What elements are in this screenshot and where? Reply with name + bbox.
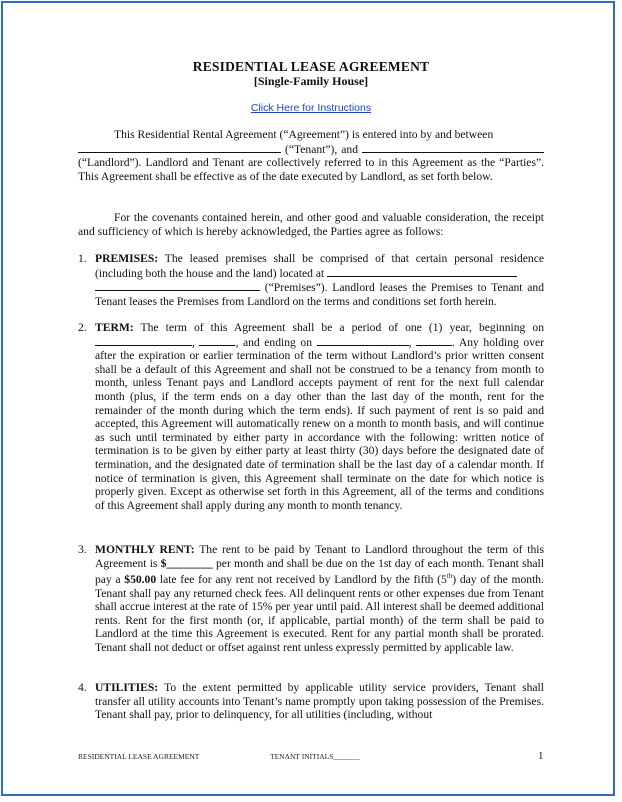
intro-text-c: (“Landlord”). Landlord and Tenant are collectively referred to in this Agreement as the “Parties”. This Agreement shall be effective as of the date executed by Landlord, as set forth below. <box>78 156 544 183</box>
section-text: To the extent permitted by applicable utility service providers, Tenant shall transfer all utility accounts into Tenant’s name promptly upon taking possession of the Premises. Tenant shall pay, prior to delinquency, for all utilities (including, without <box>95 681 544 722</box>
covenants-paragraph: For the covenants contained herein, and other good and valuable consideration, the receipt and sufficiency of which is hereby acknowledged, the Parties agree as follows: <box>78 211 544 238</box>
section-premises <box>78 252 544 308</box>
start-date-field[interactable] <box>95 335 192 346</box>
section-text: The term of this Agreement shall be a period of one (1) year, beginning on <box>133 321 544 334</box>
rent-amount-field[interactable]: $________ <box>160 556 213 570</box>
section-number: 2. <box>78 321 87 334</box>
landlord-name-field[interactable] <box>362 142 544 153</box>
document-title: RESIDENTIAL LEASE AGREEMENT <box>192 59 430 74</box>
superscript: th <box>446 572 453 581</box>
premises-address-field-2[interactable] <box>95 280 260 291</box>
section-heading: PREMISES <box>95 252 155 265</box>
section-term <box>78 321 544 512</box>
section-text: The rent to be paid by Tenant to Landlord throughout the term of this Agreement is <box>95 543 544 570</box>
section-heading: TERM: <box>95 321 134 334</box>
end-year-field[interactable] <box>416 335 452 346</box>
section-text: per month and shall be due on the 1st day of each month. Tenant shall pay a <box>95 556 544 587</box>
section-text: The leased premises shall be comprised of that certain personal residence (including both the house and the land) located at <box>95 252 544 280</box>
end-date-field[interactable] <box>317 335 409 346</box>
document-subtitle: [Single-Family House] <box>253 74 369 88</box>
footer-tenant-initials: TENANT INITIALS_______ <box>270 752 360 761</box>
section-heading: UTILITIES: <box>95 681 159 694</box>
section-monthly-rent <box>78 543 544 655</box>
section-number: 4. <box>78 681 87 694</box>
intro-text-a: This Residential Rental Agreement (“Agreement”) is entered into by and between <box>114 128 494 141</box>
section-text: late fee for any rent not received by Landlord by the fifth (5 <box>156 573 447 587</box>
section-text: (“Premises”). Landlord leases the Premises to Tenant and Tenant leases the Premises from Landlord on the terms and conditions set forth herein. <box>95 281 544 308</box>
footer-document-name: RESIDENTIAL LEASE AGREEMENT <box>78 752 200 761</box>
section-text: , and ending on <box>235 335 317 349</box>
date-separator: , <box>408 335 417 349</box>
section-heading: MONTHLY RENT: <box>95 543 195 556</box>
intro-text-b: (“Tenant”), and <box>281 142 362 156</box>
late-fee-amount: $50.00 <box>124 573 157 587</box>
start-year-field[interactable] <box>199 335 235 346</box>
section-number: 3. <box>78 543 87 556</box>
instructions-link[interactable]: Click Here for Instructions <box>250 102 372 114</box>
section-utilities <box>78 681 544 722</box>
page-number: 1 <box>538 750 544 762</box>
section-number: 1. <box>78 252 87 265</box>
section-text: . Any holding over after the expiration or earlier termination of the term without Landlord’s prior written consent shall be a default of this Agreement and shall not be construed to be a tenancy from month to month, unless Tenant pays and Landlord accepts payment of rent for the next full calendar month (plus, if the term ends on a day other than the last day of the month, rent for the remainder of the month during which the term ends). If such payment of rent is so paid and accepted, this Agreement will automatically renew on a month to month basis, and will continue as such until terminated by either party in accordance with the following: written notice of termination is to be given by either party at least thirty (30) days before the designated date of termination, and the designated date of termination shall be the last day of a calendar month. If notice of termination is given, this Agreement shall terminate on the date for which notice is properly given. Except as otherwise set forth in this Agreement, all of the terms and conditions of this Agreement shall apply during any month to month tenancy. <box>95 335 545 512</box>
tenant-name-field[interactable] <box>78 142 281 153</box>
intro-paragraph <box>78 128 544 183</box>
heading-colon: : <box>154 252 159 265</box>
premises-address-field[interactable] <box>327 266 517 277</box>
date-separator: , <box>192 335 200 349</box>
section-text: ) day of the month. Tenant shall pay any returned check fees. All delinquent rents or other expenses due from Tenant shall accrue interest at the rate of 15% per year until paid. All interest shall be deemed additional rents. Rent for the first month (or, if applicable, partial month) of the term shall be paid to Landlord at the time this Agreement is executed. Rent for any partial month shall be prorated. Tenant shall not deduct or offset against rent unless expressly permitted by applicable law. <box>95 573 545 655</box>
